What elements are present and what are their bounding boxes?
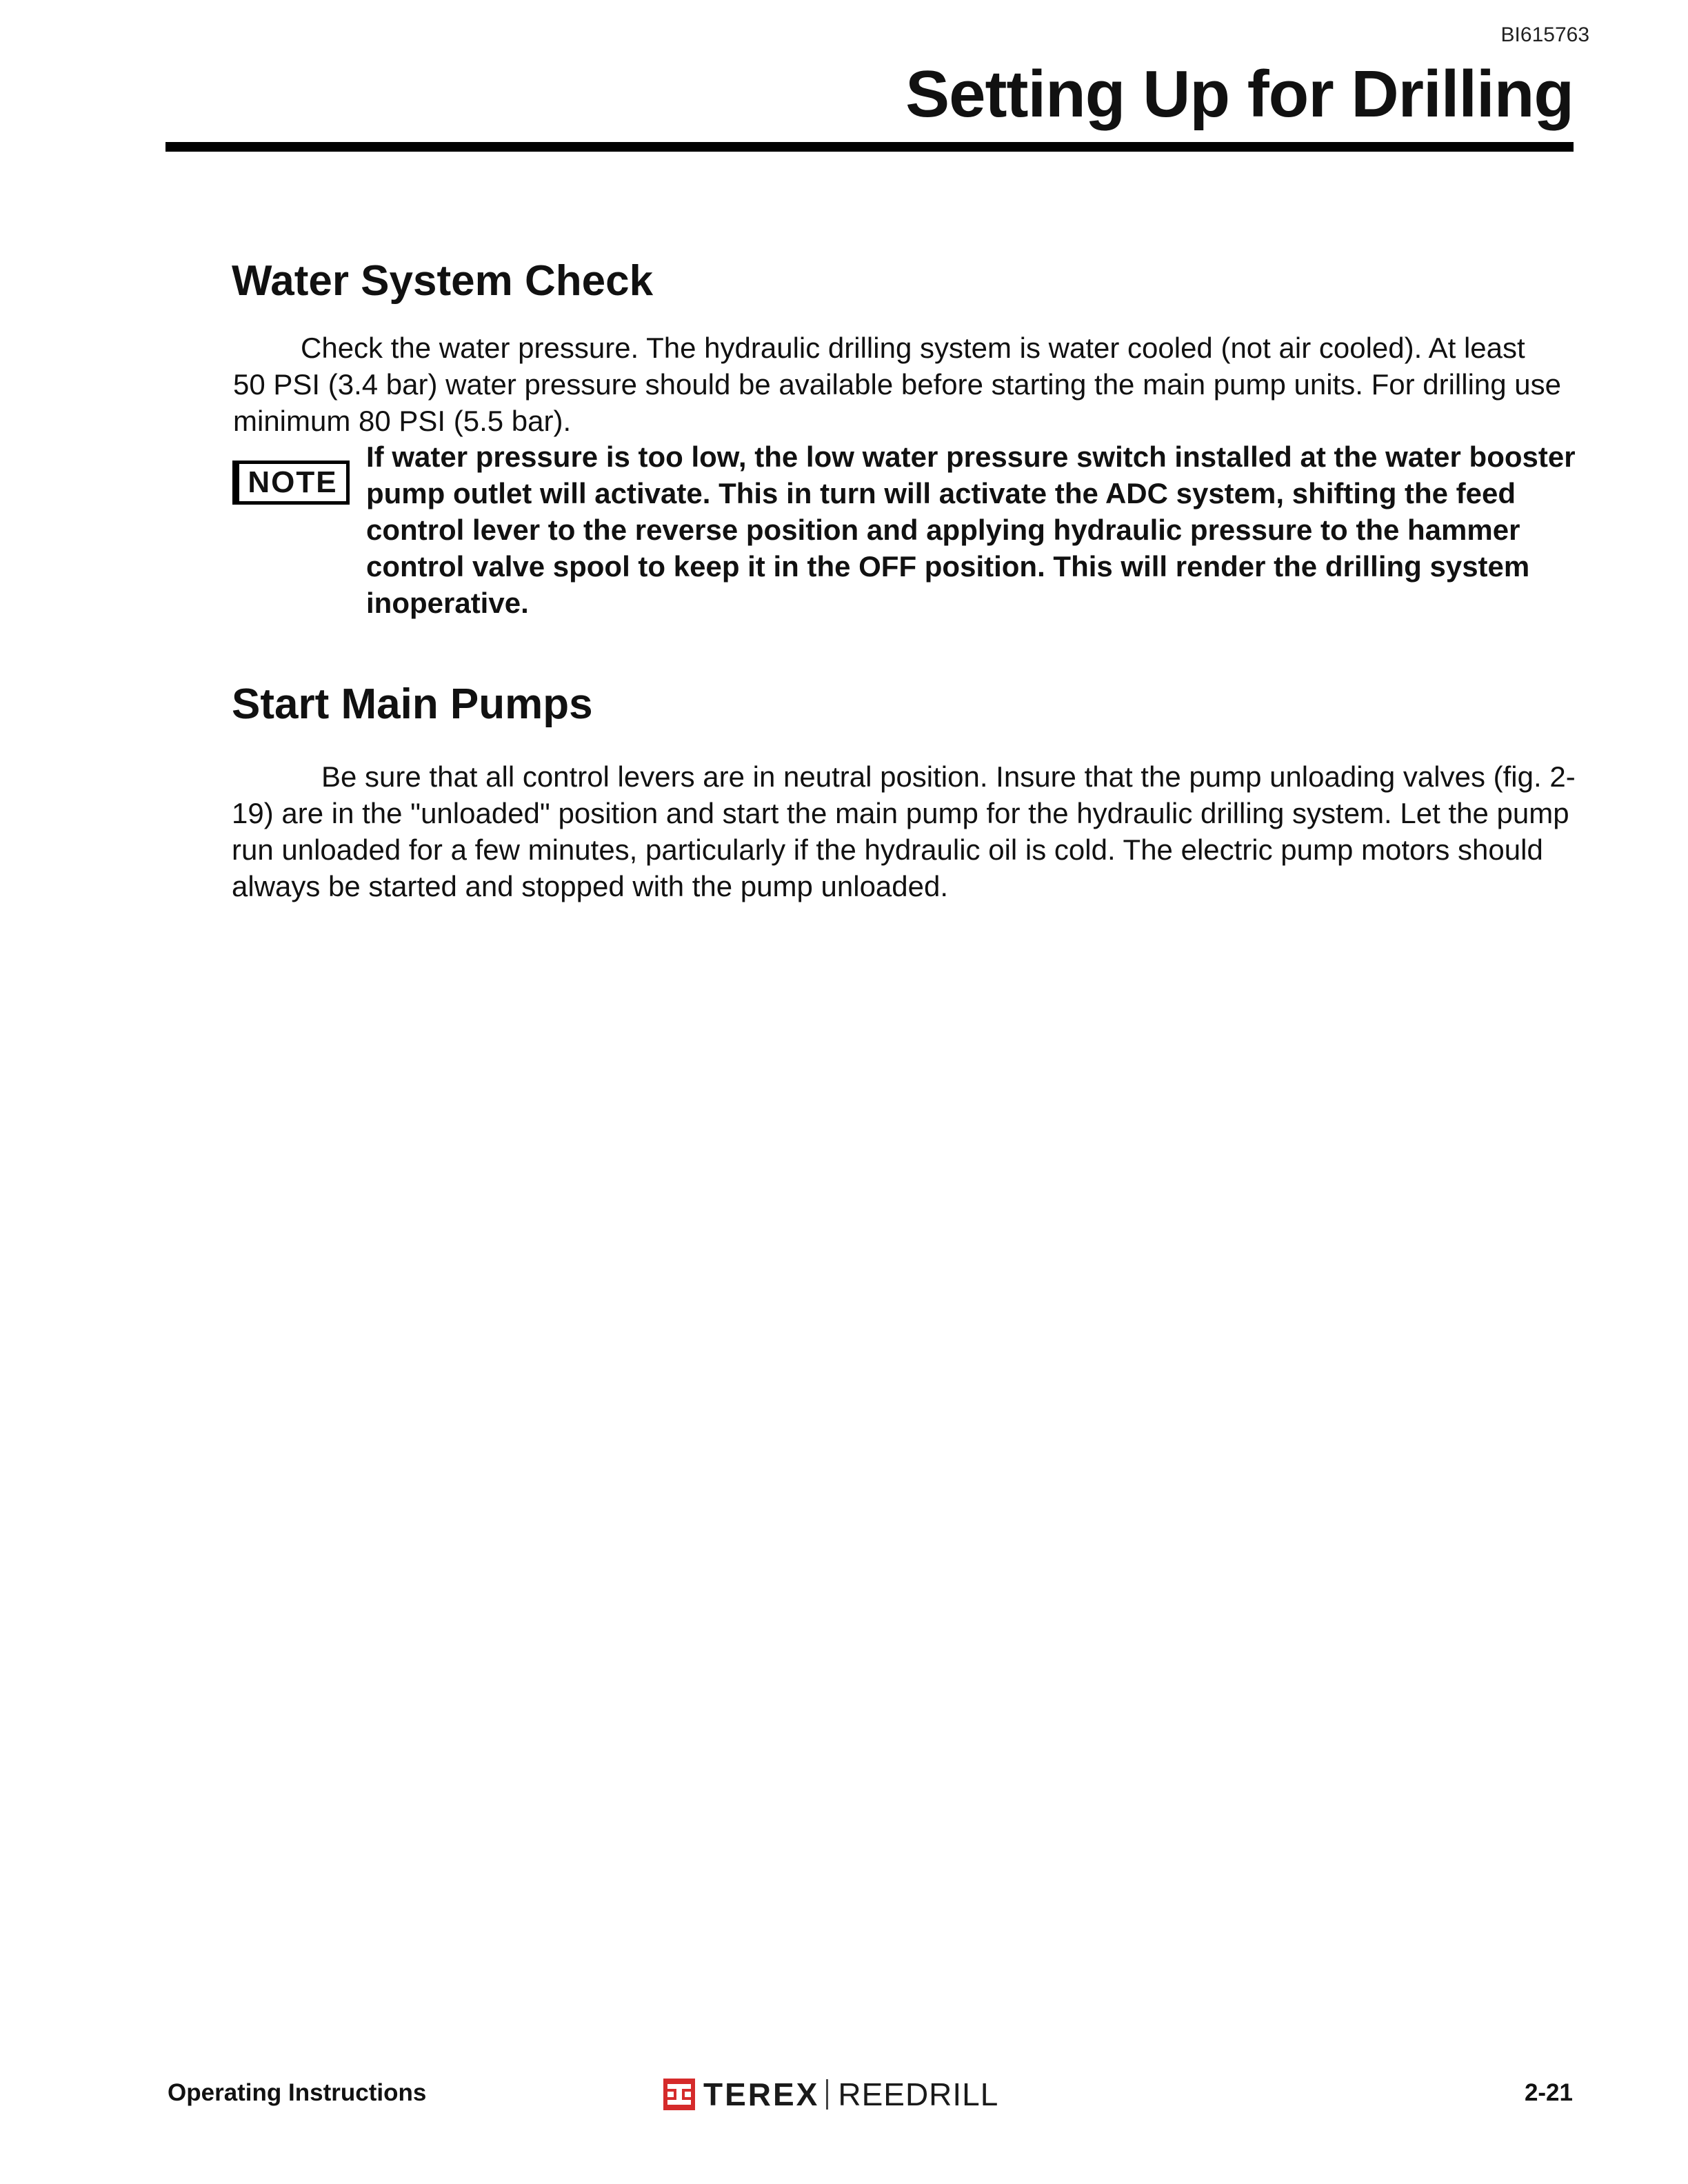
note-label: NOTE xyxy=(248,465,338,499)
footer-left-label: Operating Instructions xyxy=(168,2079,427,2106)
start-main-pumps-paragraph: Be sure that all control levers are in neutral position. Insure that the pump unloading valves (fig. 2-19) are in the "unloaded" position and start the main pump for the hydraulic drilling system. Let the pump run unloaded for a few minutes, particularly if the hydraulic oil is cold. The electric pump motors should always be started and stopped with the pump unloaded. xyxy=(232,760,1576,902)
footer-logo xyxy=(663,2076,998,2112)
note-box xyxy=(232,461,350,505)
page-title: Setting Up for Drilling xyxy=(905,57,1574,131)
section-heading-start-main-pumps: Start Main Pumps xyxy=(232,680,593,728)
terex-logo-icon xyxy=(663,2079,695,2110)
doc-id: BI615763 xyxy=(1500,23,1589,46)
logo-divider xyxy=(826,2079,828,2110)
note-text: If water pressure is too low, the low water pressure switch installed at the water booster pump outlet will activate. This in turn will activate the ADC system, shifting the feed control lever to the reverse position and applying hydraulic pressure to the hammer control valve spool to keep it in the OFF position. This will render the drilling system inoperative. xyxy=(366,441,1576,619)
title-rule xyxy=(165,142,1574,152)
water-system-paragraph: Check the water pressure. The hydraulic drilling system is water cooled (not air cooled). At least 50 PSI (3.4 bar) water pressure should be available before starting the main pump units. For drilling use minimum 80 PSI (5.5 bar). xyxy=(233,332,1562,437)
footer-brand: TEREX xyxy=(703,2076,820,2112)
section-heading-water-system-check: Water System Check xyxy=(232,257,654,305)
footer-product: REEDRILL xyxy=(838,2076,999,2112)
page-number: 2-21 xyxy=(1524,2079,1573,2106)
